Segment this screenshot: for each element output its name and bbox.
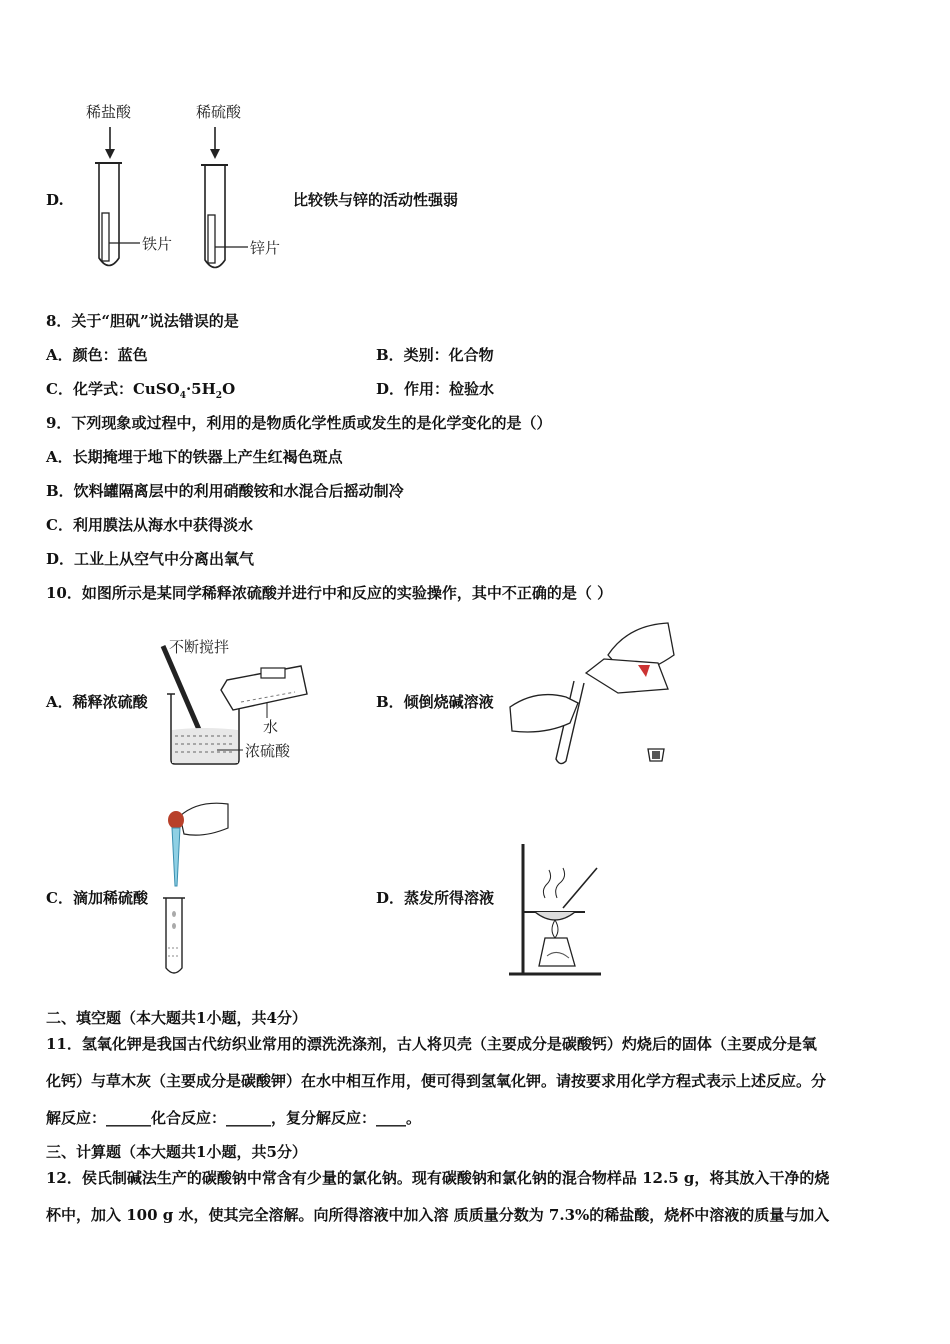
stir-label: 不断搅拌: [169, 638, 230, 656]
q8-stem: 8．关于“胆矾”说法错误的是: [46, 312, 239, 330]
evaporation-figure: [505, 838, 605, 980]
metal1-label: 铁片: [142, 235, 173, 253]
q9-option-c: C．利用膜法从海水中获得淡水: [46, 516, 253, 534]
section3-title: 三、计算题（本大题共1小题，共5分）: [46, 1143, 307, 1161]
q8-option-a: A．颜色：蓝色: [46, 346, 148, 364]
metal2-label: 锌片: [250, 239, 281, 257]
q11-line2: 化钙）与草木灰（主要成分是碳酸钾）在水中相互作用，便可得到氢氧化钾。请按要求用化学方程式表示上述反应。分: [46, 1072, 827, 1090]
q9-stem: 9．下列现象或过程中，利用的是物质化学性质或发生的是化学变化的是（）: [46, 414, 552, 432]
test-tube-figure: [78, 95, 298, 280]
q12-line2: 杯中，加入 100 g 水，使其完全溶解。向所得溶液中加入溶 质质量分数为 7.3%的稀盐酸，烧杯中溶液的质量与加入: [46, 1206, 830, 1224]
q10-stem: 10．如图所示是某同学稀释浓硫酸并进行中和反应的实验操作，其中不正确的是（ ）: [46, 584, 613, 602]
q8-option-c: C．化学式：$CuSO_4\cdot 5H_2O$: [46, 380, 236, 401]
dropper-figure: [158, 798, 238, 978]
q9-option-d: D．工业上从空气中分离出氧气: [46, 550, 255, 568]
q10-option-c: C．滴加稀硫酸: [46, 889, 148, 907]
q9-option-a: A．长期掩埋于地下的铁器上产生红褐色斑点: [46, 448, 343, 466]
section2-title: 二、填空题（本大题共1小题，共4分）: [46, 1009, 307, 1027]
q10-option-d: D．蒸发所得溶液: [376, 889, 495, 907]
acid2-label: 稀硫酸: [196, 103, 242, 121]
water-label: 水: [263, 718, 279, 736]
acid-label: 浓硫酸: [245, 742, 291, 760]
option-d-text: 比较铁与锌的活动性强弱: [293, 191, 459, 209]
dilution-figure: [155, 632, 315, 772]
pouring-figure: [508, 615, 678, 775]
q8-option-d: D．作用：检验水: [376, 380, 495, 398]
option-d-letter: D.: [46, 191, 64, 209]
q11-line3: 解反应：______化合反应：______，复分解反应：____。: [46, 1109, 422, 1127]
q11-line1: 11．氢氧化钾是我国古代纺织业常用的漂洗洗涤剂，古人将贝壳（主要成分是碳酸钙）灼烧后的固体（主要成分是氧: [46, 1035, 817, 1053]
q10-option-a: A．稀释浓硫酸: [46, 693, 148, 711]
q9-option-b: B．饮料罐隔离层中的利用硝酸铵和水混合后摇动制冷: [46, 482, 404, 500]
q8-option-b: B．类别：化合物: [376, 346, 494, 364]
q10-option-b: B．倾倒烧碱溶液: [376, 693, 494, 711]
q12-line1: 12．侯氏制碱法生产的碳酸钠中常含有少量的氯化钠。现有碳酸钠和氯化钠的混合物样品 12.5 g，将其放入干净的烧: [46, 1169, 830, 1187]
acid1-label: 稀盐酸: [86, 103, 132, 121]
